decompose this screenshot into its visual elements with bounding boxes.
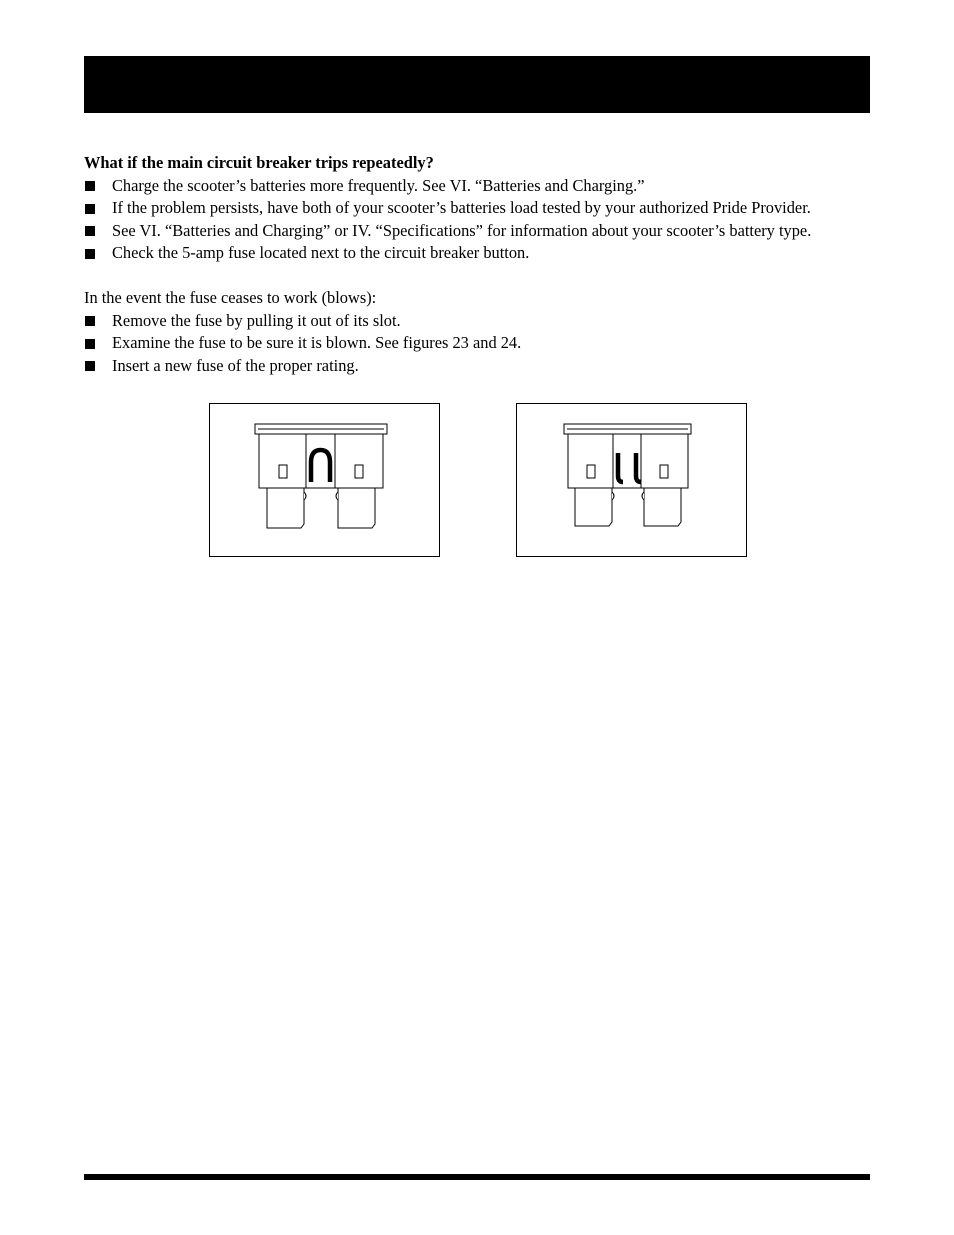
header-bar xyxy=(84,56,870,113)
list-item xyxy=(84,332,870,355)
fuse-steps-list xyxy=(84,310,870,378)
figure-good-fuse xyxy=(209,403,440,557)
square-bullet-icon xyxy=(85,226,95,236)
list-item xyxy=(84,220,870,243)
list-item xyxy=(84,197,870,220)
fuse-intro-text: In the event the fuse ceases to work (blows): xyxy=(84,288,377,307)
list-item xyxy=(84,175,870,198)
list-item-text: See VI. “Batteries and Charging” or IV. “Specifications” for information about your scooter’s battery type. xyxy=(112,220,812,240)
footer-rule xyxy=(84,1174,870,1180)
list-item xyxy=(84,242,870,265)
square-bullet-icon xyxy=(85,204,95,214)
list-item-text: Charge the scooter’s batteries more frequently. See VI. “Batteries and Charging.” xyxy=(112,175,645,195)
square-bullet-icon xyxy=(85,361,95,371)
list-item-text: Check the 5-amp fuse located next to the circuit breaker button. xyxy=(112,243,530,262)
list-item-text: Remove the fuse by pulling it out of its slot. xyxy=(112,310,401,330)
square-bullet-icon xyxy=(85,339,95,349)
square-bullet-icon xyxy=(85,316,95,326)
square-bullet-icon xyxy=(85,181,95,191)
good-fuse-icon xyxy=(210,404,439,556)
breaker-tips-list xyxy=(84,175,870,265)
square-bullet-icon xyxy=(85,249,95,259)
list-item xyxy=(84,310,870,333)
list-item xyxy=(84,355,870,378)
list-item-text: Insert a new fuse of the proper rating. xyxy=(112,355,359,375)
list-item-text: Examine the fuse to be sure it is blown. See figures 23 and 24. xyxy=(112,333,522,352)
blown-fuse-icon xyxy=(517,404,746,556)
main-content xyxy=(84,152,870,377)
question-heading: What if the main circuit breaker trips repeatedly? xyxy=(84,153,434,172)
list-item-text: If the problem persists, have both of your scooter’s batteries load tested by your authorized Pride Provider. xyxy=(112,198,811,217)
figure-blown-fuse xyxy=(516,403,747,557)
